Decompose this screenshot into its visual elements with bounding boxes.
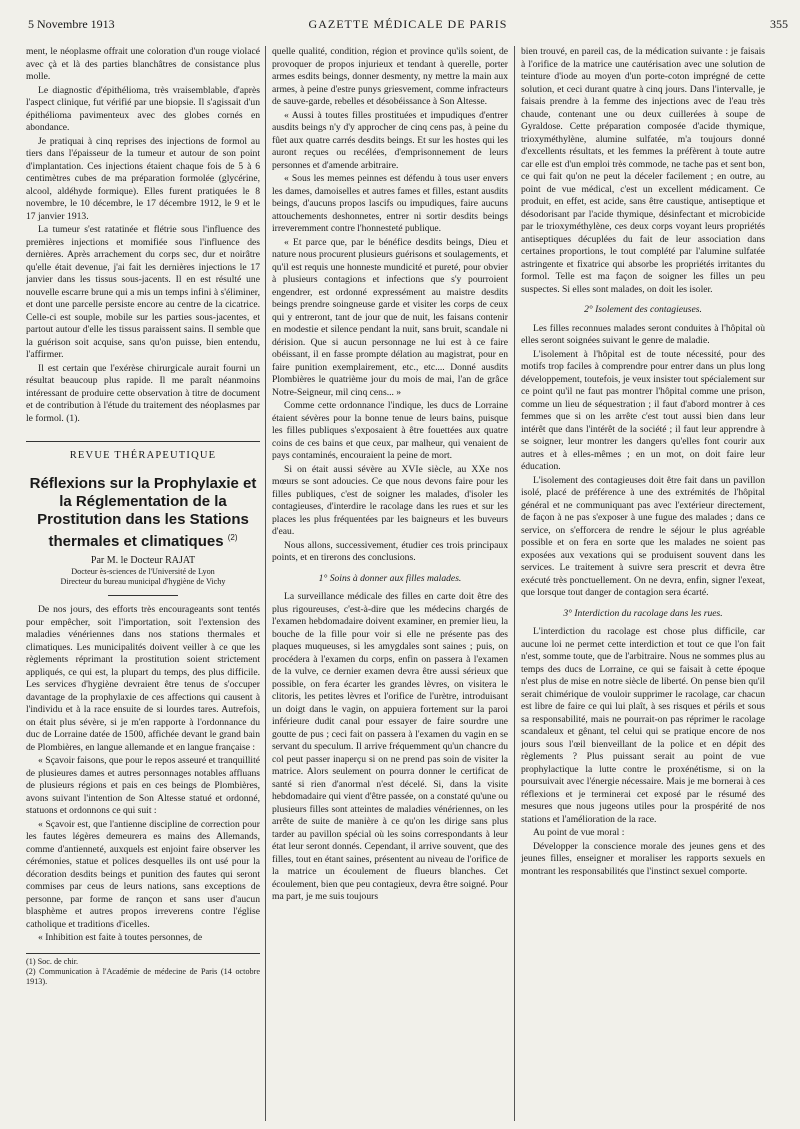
paragraph: Comme cette ordonnance l'indique, les ducs de Lorraine étaient sévères pour la bonne tenue de leurs bains, puisque les filles publiques s'exposaient à être fouettées aux quatre coins de ces bains et que ceux, par malheur, qui venaient de pays contaminés, encouraient la peine de mort. (272, 400, 508, 461)
page-number: 355 (770, 17, 788, 31)
paragraph: ment, le néoplasme offrait une coloration d'un rouge violacé avec çà et là des parties blanchâtres de consistance plus molle. (26, 46, 260, 82)
article-footnote-ref: (2) (227, 532, 238, 542)
footnote: (2) Communication à l'Académie de médecine de Paris (14 octobre 1913). (26, 966, 260, 986)
paragraph: « Sçavoir faisons, que pour le repos asseuré et tranquillité de plusieures dames et autres personnages notables affluans de plusieurs régions et pais en ces beings de Plombières, avons suivant l'intention de Son Altesse statué et ordonné, statuons et ordonnons ce qui suit : (26, 755, 260, 816)
column-right (521, 46, 765, 1121)
section-heading: 1° Soins à donner aux filles malades. (318, 572, 462, 584)
title-rule (108, 595, 178, 596)
paragraph: Nous allons, successivement, étudier ces trois principaux points, et en tirerons des conclusions. (272, 539, 508, 563)
footnotes (26, 953, 260, 987)
paragraph: Développer la conscience morale des jeunes gens et des jeunes filles, enseigner et moraliser les rapports sexuels en montrant les responsabilités que l'instinct sexuel comporte. (521, 840, 765, 877)
paragraph: L'isolement à l'hôpital est de toute nécessité, pour des motifs trop faciles à comprendre pour entrer dans un plus long développement, toutefois, je veux insister tout spécialement sur ce point qu'il ne faut pas montrer l'hôpital comme une prison, comme un lieu de séquestration ; il faut d'abord montrer à ces femmes que si on les arrête c'est tout aussi bien dans leur intérêt que dans l'intérêt de la société ; il faut leur apprendre à se soigner, leur montrer les dangers qu'elles font courir aux autres et à elles-mêmes ; en un mot, on doit faire leur éducation. (521, 348, 765, 472)
journal-title: GAZETTE MÉDICALE DE PARIS (308, 17, 508, 31)
section-heading: 3° Interdiction du racolage dans les rues. (563, 607, 723, 619)
paragraph: quelle qualité, condition, région et province qu'ils soient, de provoquer de propos injurieux et tendant à querelle, porter armes esdits beings, donner desmenty, ny mettre la main aux armes, à peine d'estre punys griesvement, comme infracteurs de sauve-garde, rebelles et désobéissance à Son Altesse. (272, 46, 508, 107)
paragraph: Il est certain que l'exérèse chirurgicale aurait fourni un résultat beaucoup plus rapide. Il me paraît néanmoins intéressant de produire cette observation à titre de document et de contribution à l'étude du traitement des néoplasmes par le formol. (1). (26, 362, 260, 424)
author-affiliation: Directeur du bureau municipal d'hygiène de Vichy (60, 577, 226, 586)
section-heading: 2° Isolement des contagieuses. (584, 304, 702, 315)
paragraph: Le diagnostic d'épithélioma, très vraisemblable, d'après l'aspect clinique, fut vérifié par une biopsie. Il s'agissait d'un épithélioma pavimenteux avec des globes cornés en abondance. (26, 84, 260, 133)
article-title-text: Réflexions sur la Prophylaxie et la Réglementation de la Prostitution dans les Stations thermales et climatiques (29, 474, 257, 550)
paragraph: « Inhibition est faite à toutes personnes, de (38, 932, 203, 943)
column-divider-right (514, 46, 515, 1121)
paragraph: « Sous les memes peinnes est défendu à tous user envers les dames, damoiselles et autres fames et filles, estant ausdits beings, d'aucuns propos lascifs ou impudiques, faire aucuns attouchements deshonnetes, entrer ni sortir desdits beings irreveremment contre l'honnesteté publique. (272, 173, 508, 234)
column-left (26, 46, 260, 1121)
paragraph: De nos jours, des efforts très encourageants sont tentés pour empêcher, soit l'importation, soit l'extension des maladies vénériennes dans nos stations thermales et climatiques. Les municipalités doivent veiller à ce que les règlements réprimant la prostitution soient strictement appliqués, ce qui est, la plupart du temps, des plus difficile. Les services d'hygiène devraient être tenus de s'occuper davantage de la prophylaxie de ces affections qui causent à l'individu et à la race ensuite de si lourdes tares. Autrefois, on était plus sévère, si je m'en rapporte à l'ordonnance du duc de Lorraine datée de 1500, affichée devant le grand bain de Plombières, en langue allemande et en langue française : (26, 604, 260, 753)
column-middle (272, 46, 508, 1121)
paragraph: « Et parce que, par le bénéfice desdits beings, Dieu et nature nous procurent plusieurs guérisons et soulagements, et qu'il est requis une honneste mundicité et pureté, pour obvier à plusieurs contagions et infections que s'y pourroient engendrer, est ordonné expressément au maistre desdits beings prendre soingneuse garde et visiter les corps de ceux qui y entreront, tant de jour que de nuit, les faisans contenir en modestie et silence pendant la nuit, sans bruit, scandale ni dérision. Que si aucun personnage ne lui est à ce faire obéissant, il en fasse prompte délation au magistrat, pour en faire punition exemplairement, etc., etc.... Donné ausdits Plombières le quatrième jour du mois de mai, l'an de grâce Notre-Seigneur, mil cinq cens... » (272, 236, 508, 398)
section-rubric: REVUE THÉRAPEUTIQUE (26, 441, 260, 463)
paragraph: L'isolement des contagieuses doit être fait dans un pavillon isolé, placé de préférence à une des extrémités de l'hôpital général et ne communiquant pas avec l'extérieur directement, de façon à ne pas s'exposer à une fugue des malades ; dans ce service, on s'efforcera de rendre le séjour le plus agréable possible et on fera en sorte que les malades ne soient pas exposées aux vexations qui se produisent souvent dans les services. Le traitement à suivre sera prescrit et devra être exécuté très ponctuellement. On ne devra, enfin, signer l'exeat, que lorsque tout danger de contagion sera écarté. (521, 474, 765, 598)
article-title (26, 475, 260, 551)
issue-date: 5 Novembre 1913 (28, 17, 115, 31)
paragraph: « Sçavoir est, que l'antienne discipline de correction pour les fautes légères demeurera es mains des Allemands, comme d'antienneté, auxquels est enjoint faire observer les cérémonies, statue et polices desquelles ils ont usé pour la décoration desdits beings et punition des fautes qui seront commises par ceus de leurs nations, sans exceptions de personne, par forme de rançon et sans user d'aucun blasphème et autres propos irreverens contre l'église catholique et traditions d'icelles. (26, 818, 260, 930)
paragraph: bien trouvé, en pareil cas, de la médication suivante : je faisais à l'orifice de la matrice une cautérisation avec une solution de teinture d'iode au moyen d'un porte-coton imprégné de cette solution, et ceci durant quatre à cinq jours. Dans l'intervalle, je faisais prendre à la femme des injections avec de l'eau très chaude, contenant une ou deux cuillerées à soupe de Gyraldose. Cette préparation composée d'acide thymique, trioxyméthylène, alumine sulfatée, m'a toujours donné d'excellents résultats, et les femmes la préfèrent à toute autre car elle est d'un emploi très commode, ne tache pas et sent bon, ce qui fait qu'on ne peut la déceler facilement ; en outre, au point de vue médical, c'est un excellent médicament. Ce produit, en effet, est acide, sans être caustique, antiseptique et désodorisant par l'acide thymique, désinfectant et microbicide par le trioxyméthylène, ces deux corps voyant leurs propriétés antiseptiques décuplées du fait de leur association dans certaines proportions, le tout complété par l'alumine sulfatée astringente et fixatrice qui absorbe les propriétés irritantes du formol. Telle est ma façon de soigner les filles un peu suspectes. Si elles sont malades, on doit les isoler. (521, 46, 765, 295)
column-divider-left (265, 46, 266, 1121)
paragraph: « Aussi à toutes filles prostituées et impudiques d'entrer ausdits beings n'y d'y approcher de cinq cens pas, à peine du fûet aux quatre carrés desdits beings. Et sur les hostes qui les auront reçues ou recélées, d'emprisonnement de leurs personnes et d'amende arbitraire. (272, 109, 508, 171)
page-header (28, 14, 788, 34)
footnote: (1) Soc. de chir. (26, 956, 79, 966)
paragraph: L'interdiction du racolage est chose plus difficile, car aucune loi ne permet cette interdiction et tout ce que l'on fait n'est, somme toute, que de l'arbitraire. Nous ne sommes plus au temps des ducs de Lorraine, ce qui se faisait à cette époque n'est plus de mise en notre siècle de liberté. On pense bien qu'il serait chimérique de vouloir supprimer le racolage, car chacun est libre de faire ce qui lui plaît, à ses risques et périls et sous sa responsabilité, mais ne pourrait-on pas réprimer le racolage scandaleux et gênant, tel celui qui se pratique encore de nos jours sous l'œil bienveillant de la police et en dépit des règlements ? Plus puissant serait au point de vue prophylactique la lutte contre le proxénétisme, si on la poursuivait avec l'énergie nécessaire. Mais je me bornerai à ces réflexions et je terminerai cet exposé par le résumé des mesures que nous jugeons utiles pour la prospérité de nos stations et l'amélioration de la race. (521, 626, 765, 825)
paragraph: La surveillance médicale des filles en carte doit être des plus rigoureuses, c'est-à-dire que les médecins chargés de l'examen hebdomadaire doivent examiner, en premier lieu, la bouche de la fille pour voir si elle ne présente pas des plaques muqueuses, si les amygdales sont saines ; puis, on procédera à l'examen du corps, enfin on passera à l'examen de la vulve, ce dernier examen devra être aussi sérieux que possible, on fera écarter les grandes lèvres, on visitera le clitoris, les petites lèvres et l'orifice de l'urètre, introduisant un doigt dans le vagin, on appuiera fortement sur la paroi inférieure dudit canal pour essayer de faire sourdre une goutte de pus ; ceci fait on passera à l'examen du vagin en se servant du speculum. Il arrive fréquemment qu'un chancre du col peut passer inaperçu si on ne prend pas soin de visiter la matrice. Alors seulement on pourra donner le certificat de santé si rien d'anormal n'est décelé. Si, dans la visite hebdomadaire qui vient d'être passée, on a constaté qu'une ou plusieurs filles sont atteintes de maladies vénériennes, on les arrête de suite de manière à ce qu'on les dirige sans plus tarder au pavillon spécial où les soins correspondants à leur état leur seront donnés. Cependant, il arrive souvent, que des filles, tout en étant saines, présentent au niveau de l'orifice de la matrice un écoulement de flueurs blanches. Cet écoulement, bien que peu contagieux, devra être soigné. Pour ma part, je me suis toujours (272, 591, 508, 902)
paragraph: Si on était aussi sévère au XVIe siècle, au XXe nos mœurs se sont adoucies. Ce que nous devons faire pour les filles publiques, c'est de soigner les malades, d'isoler les contagieuses, d'interdire le racolage dans les rues et sur les places les plus fréquentées par les baigneurs et les buveurs d'eau. (272, 463, 508, 537)
paragraph: Je pratiquai à cinq reprises des injections de formol au tiers dans l'épaisseur de la tumeur et autour de son point d'implantation. Ces injections étaient chaque fois de 5 à 6 centimètres cubes de ma préparation formolée (glycérine, alcool, aldéhyde formique). Elles furent pratiquées le 8 novembre, le 10 décembre, le 17 décembre 1912, le 9 et le 17 janvier 1913. (26, 135, 260, 222)
author-affiliation: Docteur ès-sciences de l'Université de Lyon (71, 567, 215, 576)
article-author: Par M. le Docteur RAJAT (90, 554, 196, 566)
paragraph: Les filles reconnues malades seront conduites à l'hôpital où elles seront soignées suivant le genre de maladie. (521, 322, 765, 346)
paragraph: La tumeur s'est ratatinée et flétrie sous l'influence des premières injections et momifiée sous l'influence des dernières. Après arrachement du corps sec, dur et noirâtre qu'elle était devenue, j'ai fait les dernières injections le 17 janvier dans les tissus sous-jacents. Il en est résulté une nouvelle escarre brune qui a mis un temps infini à s'éliminer, et dont une parcelle persiste encore au centre de la cicatrice. Celle-ci est souple, mobile sur les parties sous-jacentes, et partout autour d'elle les tissus paraissent sains. Il semble que la guérison soit acquise, sans qu'on puisse, bien entendu, l'affirmer. (26, 224, 260, 360)
paragraph: Au point de vue moral : (533, 827, 625, 838)
